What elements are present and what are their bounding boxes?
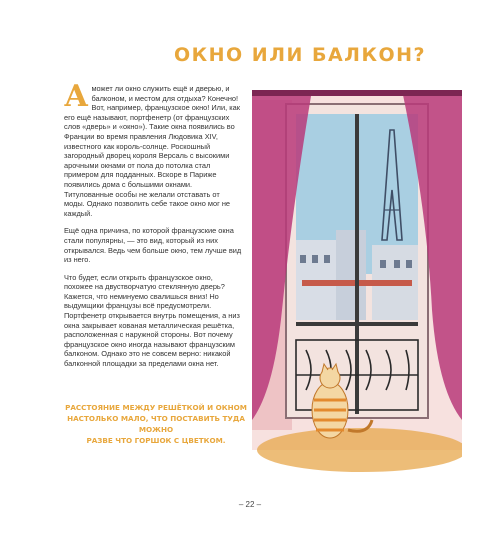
paragraph-1 xyxy=(64,79,242,218)
window-sill-bar xyxy=(296,322,418,326)
paragraph-3: Что будет, если открыть французское окно, похожее на двустворчатую стеклянную дверь? Кажется, что неминуемо свалишься вниз! Но выдумщики французы всё предусмотрели. Портфенетр открывается внутрь помещения, а низ окна закрывает кованая металлическая решётка, расположенная с наружной стороны. Вот почему французское окно иногда называют французским балконом. Однако это не совсем верно: никакой балконной площадки за пределами окна нет. xyxy=(64,272,240,369)
caption-line-2: НАСТОЛЬКО МАЛО, ЧТО ПОСТАВИТЬ ТУДА МОЖНО xyxy=(67,414,245,434)
paragraph-1-text: может ли окно служить ещё и дверью, и балконом, и местом для отдыха? Конечно! Вот, например, французское окно! Или, как его ещё называют, портфенетр (от французских слов «дверь» и «окно»). Такие окна появились во Франции во время правления Людовика XIV, известного как король-солнце. Роскошный загородный дворец короля Версаль с высокими арочными окнами от пола до потолка стал примером для подданных. Вскоре в Париже появились дома с большими окнами. Титулованные особы не желали отставать от моды. Однако позволить себе такое окно мог не каждый. xyxy=(64,84,240,218)
curtain-rod xyxy=(252,90,462,96)
paragraph-2: Ещё одна причина, по которой французские окна стали популярны, — это вид, который из них открывался. Ведь чем больше окно, тем лучше вид из него. xyxy=(64,226,242,265)
window-mullion xyxy=(355,114,359,414)
page-number: – 22 – xyxy=(238,500,262,509)
french-window-illustration xyxy=(252,90,462,480)
drop-cap: А xyxy=(64,79,89,114)
illustration-caption xyxy=(62,402,250,446)
caption-line-3: РАЗВЕ ЧТО ГОРШОК С ЦВЕТКОМ. xyxy=(86,436,226,445)
page-title: ОКНО ИЛИ БАЛКОН? xyxy=(173,44,427,66)
floor-wash xyxy=(257,428,462,472)
article-body xyxy=(64,79,242,377)
caption-line-1: РАССТОЯНИЕ МЕЖДУ РЕШЁТКОЙ И ОКНОМ xyxy=(65,403,247,412)
